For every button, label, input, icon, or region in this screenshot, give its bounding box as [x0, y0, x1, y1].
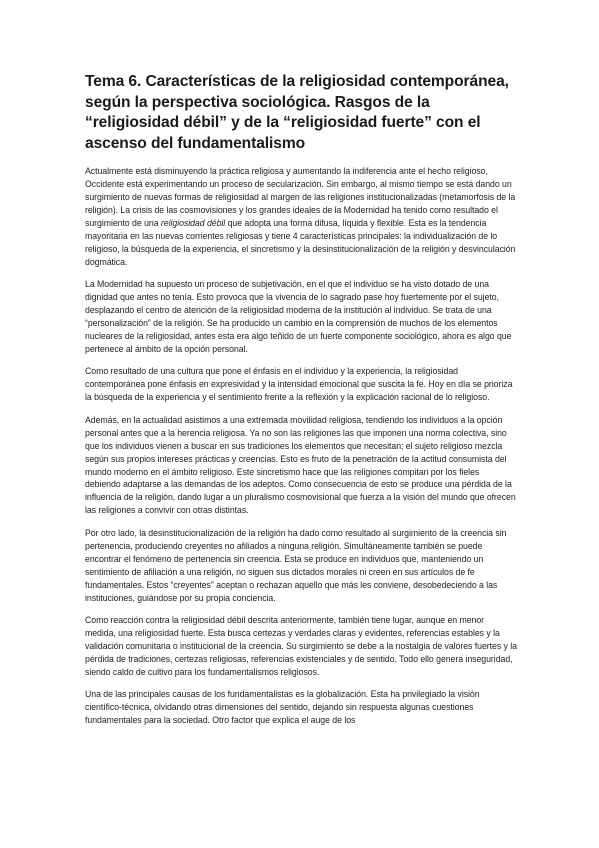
paragraph-4: Además, en la actualidad asistimos a una extremada movilidad religiosa, tendiendo los individuos a la opción personal antes que a la herencia religiosa. Ya no son las religiones las que imponen una norma colectiva, sino que los individuos vienen a buscar en sus tradiciones los elementos que necesitan; el sujeto religioso mezcla según sus propios intereses prácticas y creencias. Esto es fruto de la penetración de la actitud consumista del mundo moderno en el ámbito religioso. Este sincretismo hace que las religiones compitan por los fieles debiendo adaptarse a las demandas de los adeptos. Como consecuencia de esto se produce una pérdida de la influencia de la religión, dando lugar a un pluralismo cosmovisional que fuerza a la visión del mundo que ofrecen las religiones a convivir con otras distintas. [85, 414, 516, 516]
paragraph-7: Una de las principales causas de los fundamentalistas es la globalización. Esta ha privilegiado la visión científico-técnica, olvidando otras dimensiones del sentido, dejando sin respuesta algunas cuestiones fundamentales para la sociedad. Otro factor que explica el auge de los [85, 689, 480, 726]
paragraph-6: Como reacción contra la religiosidad débil descrita anteriormente, también tiene lugar, aunque en menor medida, una religiosidad fuerte. Esta busca certezas y verdades claras y evidentes, referencias estables y la validación comunitaria o institucional de la creencia. Su surgimiento se debe a la nostalgia de valores fuertes y la pérdida de tradiciones, certezas religiosas, referencias existenciales y de sentido. Todo ello genera inseguridad, siendo caldo de cultivo para los fundamentalismos religiosos. [85, 615, 517, 677]
paragraph-1-text-b: que adopta una forma difusa, líquida y flexible. Esta es la tendencia mayoritaria en las nuevas corrientes religiosas y tiene 4 características principales: la individualización de lo religioso, la búsqueda de la experiencia, el sincretismo y la desinstitucionalización de la religión y desvinculación dogmática. [85, 217, 516, 267]
paragraph-1-emphasis: religiosidad débil [160, 217, 226, 228]
document-title: Tema 6. Características de la religiosidad contemporánea, según la perspectiva sociológica. Rasgos de la “religiosidad débil” y de la “religiosidad fuerte” con el ascenso del fundamentalismo [85, 73, 509, 152]
paragraph-1 [85, 165, 517, 269]
paragraph-2: La Modernidad ha supuesto un proceso de subjetivación, en el que el individuo se ha visto dotado de una dignidad que antes no tenía. Esto provoca que la vivencia de lo sagrado pase hoy fuertemente por el sujeto, desplazando el centro de atención de la religiosidad moderna de la institución al individuo. Se trata de una “personalización” de la religión. Se ha producido un cambio en la comprensión de muchos de los elementos nucleares de la religiosidad, antes esta era algo teñido de un fuerte componente sociológico, ahora es algo que pertenece al ámbito de la opción personal. [85, 279, 512, 354]
paragraph-1-text-a: Actualmente está disminuyendo la práctica religiosa y aumentando la indiferencia ante el hecho religioso, Occidente está experimentando un proceso de secularización. Sin embargo, al mismo tiempo se está dando un surgimiento de nuevas formas de religiosidad al margen de las religiones institucionalizadas (metamorfosis de la religión). La crisis de las cosmovisiones y los grandes ideales de la Modernidad ha tenido como resultado el surgimiento de una [85, 166, 516, 228]
paragraph-3: Como resultado de una cultura que pone el énfasis en el individuo y la experiencia, la religiosidad contemporánea pone énfasis en expresividad y la intensidad emocional que suscita la fe. Hoy en día se prioriza la búsqueda de la experiencia y el sentimiento frente a la reflexión y la explicación racional de lo religioso. [85, 366, 513, 403]
document-body [85, 165, 517, 737]
paragraph-5: Por otro lado, la desinstitucionalización de la religión ha dado como resultado al surgimiento de la creencia sin pertenencia, produciendo creyentes no afiliados a ninguna religión. Simultáneamente también se puede encontrar el fenómeno de pertenencia sin creencia. Esta se produce en individuos que, manteniendo un sentimiento de afiliación a una religión, no siguen sus dictados morales ni creen en sus artículos de fe fundamentales. Estos “creyentes” aceptan o rechazan aquello que más les conviene, desobedeciendo a las instituciones, guiándose por su propia conciencia. [85, 527, 507, 603]
